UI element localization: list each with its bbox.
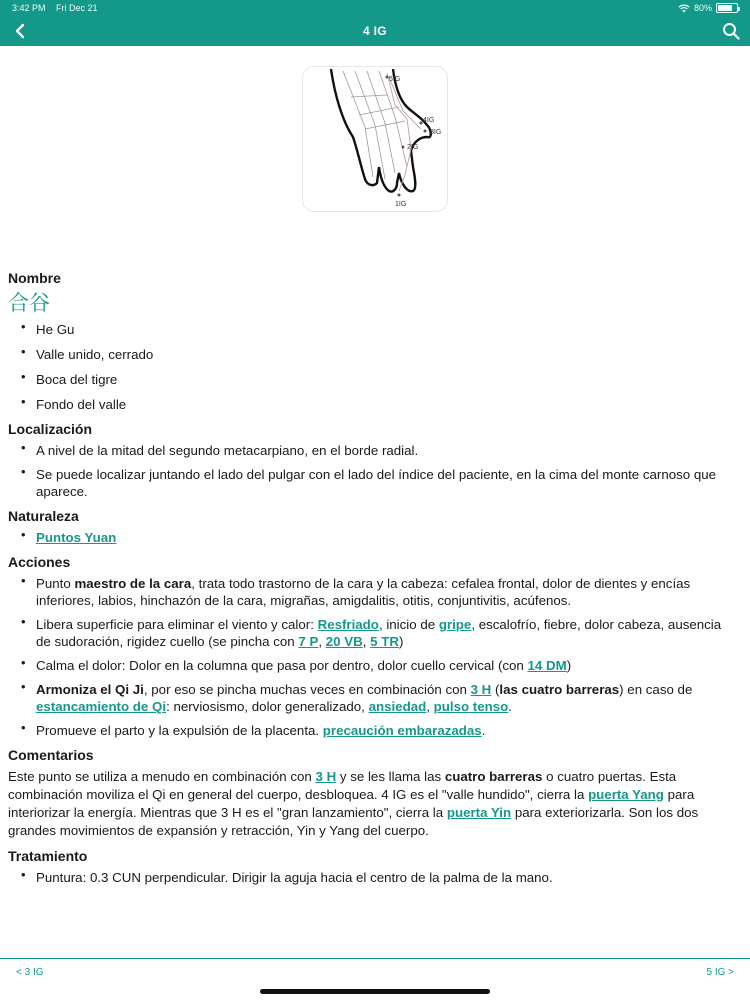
- link-gripe[interactable]: gripe: [438, 617, 472, 632]
- link-3h[interactable]: 3 H: [470, 682, 492, 697]
- text: y se les llama las: [336, 769, 445, 784]
- search-icon: [722, 22, 740, 40]
- text: , escalofrío, fiebre, dolor cabeza, ausencia de sudoración, rigidez cuello (se pincha con: [36, 617, 722, 649]
- status-date: Fri Dec 21: [56, 3, 98, 13]
- text: .: [508, 699, 512, 714]
- wifi-icon: [678, 4, 690, 13]
- chinese-name: 合谷: [8, 292, 50, 315]
- list-item: • He Gu: [8, 321, 736, 338]
- section-localizacion: [8, 421, 736, 500]
- point-3ig-marker: [424, 130, 427, 133]
- link-puntos-yuan[interactable]: Puntos Yuan: [36, 530, 117, 545]
- section-heading: Comentarios: [8, 747, 94, 763]
- label-1ig: 1IG: [395, 201, 407, 208]
- battery-icon: [716, 3, 738, 13]
- link-precaucion-embarazadas[interactable]: precaución embarazadas: [322, 723, 482, 738]
- list-item: • Puntura: 0.3 CUN perpendicular. Dirigir la aguja hacia el centro de la palma de la mano.: [8, 869, 736, 886]
- hand-outline: [331, 69, 431, 192]
- search-button[interactable]: [718, 18, 744, 44]
- link-puerta-yang[interactable]: puerta Yang: [588, 787, 664, 802]
- text: , inicio de: [378, 617, 439, 632]
- list-item: [8, 575, 736, 609]
- bold-text: Armoniza el Qi Ji: [36, 682, 144, 697]
- next-point-button[interactable]: 5 IG >: [706, 967, 734, 978]
- section-naturaleza: [8, 508, 736, 546]
- text: ,: [426, 699, 434, 714]
- list-item: [8, 722, 736, 739]
- link-5tr[interactable]: 5 TR: [370, 634, 399, 649]
- text: ,: [318, 634, 326, 649]
- text: Libera superficie para eliminar el viento y calor:: [36, 617, 318, 632]
- label-5ig: 5IG: [389, 76, 401, 83]
- text: : nerviosismo, dolor generalizado,: [166, 699, 369, 714]
- text: ) en caso de: [619, 682, 693, 697]
- text: ): [566, 658, 572, 673]
- text: Este punto se utiliza a menudo en combinación con: [8, 769, 316, 784]
- bold-text: maestro de la cara: [74, 576, 192, 591]
- name-list: [8, 321, 736, 413]
- link-pulso-tenso[interactable]: pulso tenso: [433, 699, 509, 714]
- label-4ig: 4IG: [423, 117, 435, 124]
- list-item: • Boca del tigre: [8, 371, 736, 388]
- text: , por eso se pincha muchas veces en combinación con: [143, 682, 471, 697]
- naturaleza-list: [8, 529, 736, 546]
- battery-percent: 80%: [693, 3, 712, 13]
- section-heading: Naturaleza: [8, 508, 79, 524]
- link-7p[interactable]: 7 P: [298, 634, 319, 649]
- link-14dm[interactable]: 14 DM: [527, 658, 567, 673]
- bold-text: cuatro barreras: [444, 769, 543, 784]
- link-resfriado[interactable]: Resfriado: [317, 617, 379, 632]
- comment-paragraph: [8, 768, 736, 840]
- text: Punto: [36, 576, 75, 591]
- acciones-list: [8, 575, 736, 739]
- section-acciones: [8, 554, 736, 739]
- text: ,: [362, 634, 371, 649]
- text: para exteriorizarla. Son los dos grandes movimientos de expansión y retracción, Yin y Yang del cuerpo.: [8, 805, 699, 838]
- text: .: [481, 723, 486, 738]
- link-3h[interactable]: 3 H: [315, 769, 337, 784]
- navigation-bar: [0, 0, 750, 46]
- list-item: [8, 681, 736, 715]
- text: o cuatro puertas. Esta combinación moviliza el Qi en general del cuerpo, desbloquea. 4 IG es el "valle hundido", cierra la: [8, 769, 677, 802]
- localizacion-list: [8, 442, 736, 500]
- tratamiento-list: [8, 869, 736, 886]
- text: ): [398, 634, 404, 649]
- list-item: [8, 616, 736, 650]
- list-item: • Valle unido, cerrado: [8, 346, 736, 363]
- list-item: • Se puede localizar juntando el lado del pulgar con el lado del índice del paciente, en la cima del monte carnoso que aparece.: [8, 466, 736, 500]
- list-item: • Fondo del valle: [8, 396, 736, 413]
- list-item: • A nivel de la mitad del segundo metacarpiano, en el borde radial.: [8, 442, 736, 459]
- section-heading: Nombre: [8, 270, 61, 286]
- hand-illustration: [302, 66, 448, 212]
- page-title: 4 IG: [363, 24, 387, 38]
- hand-diagram: [303, 67, 448, 212]
- label-2ig: 2IG: [407, 144, 419, 151]
- list-item: [8, 657, 736, 674]
- text: , trata todo trastorno de la cara y la cabeza: cefalea frontal, dolor de dientes y encías inferiores, labios, hinchazón de la cara, migrañas, amigdalitis, otitis, conjuntivitis, acúfenos.: [36, 576, 691, 608]
- previous-point-button[interactable]: < 3 IG: [16, 967, 44, 978]
- section-nombre: [8, 270, 736, 413]
- bottom-navigation: [0, 958, 750, 1000]
- list-item: [8, 529, 736, 546]
- link-puerta-yin[interactable]: puerta Yin: [446, 805, 512, 820]
- point-detail-content: [8, 270, 736, 894]
- text: Promueve el parto y la expulsión de la placenta.: [36, 723, 323, 738]
- bold-text: las cuatro barreras: [499, 682, 620, 697]
- link-ansiedad[interactable]: ansiedad: [368, 699, 427, 714]
- status-time: 3:42 PM: [12, 3, 46, 13]
- status-bar: [12, 3, 738, 17]
- section-heading: Acciones: [8, 554, 71, 570]
- text: para interiorizar la energía. Mientras que 3 H es el "gran lanzamiento", cierra la: [8, 787, 695, 820]
- label-3ig: 3IG: [430, 129, 442, 136]
- section-tratamiento: [8, 848, 736, 886]
- text: (: [491, 682, 500, 697]
- home-indicator[interactable]: [260, 989, 490, 994]
- section-heading: Localización: [8, 421, 93, 437]
- battery-fill: [718, 5, 732, 11]
- link-20vb[interactable]: 20 VB: [325, 634, 363, 649]
- section-comentarios: [8, 747, 736, 840]
- text: Calma el dolor: Dolor en la columna que pasa por dentro, dolor cuello cervical (con: [36, 658, 528, 673]
- point-2ig-marker: [402, 146, 405, 149]
- link-estancamiento-qi[interactable]: estancamiento de Qi: [36, 699, 167, 714]
- point-1ig-marker: [398, 194, 401, 197]
- section-heading: Tratamiento: [8, 848, 88, 864]
